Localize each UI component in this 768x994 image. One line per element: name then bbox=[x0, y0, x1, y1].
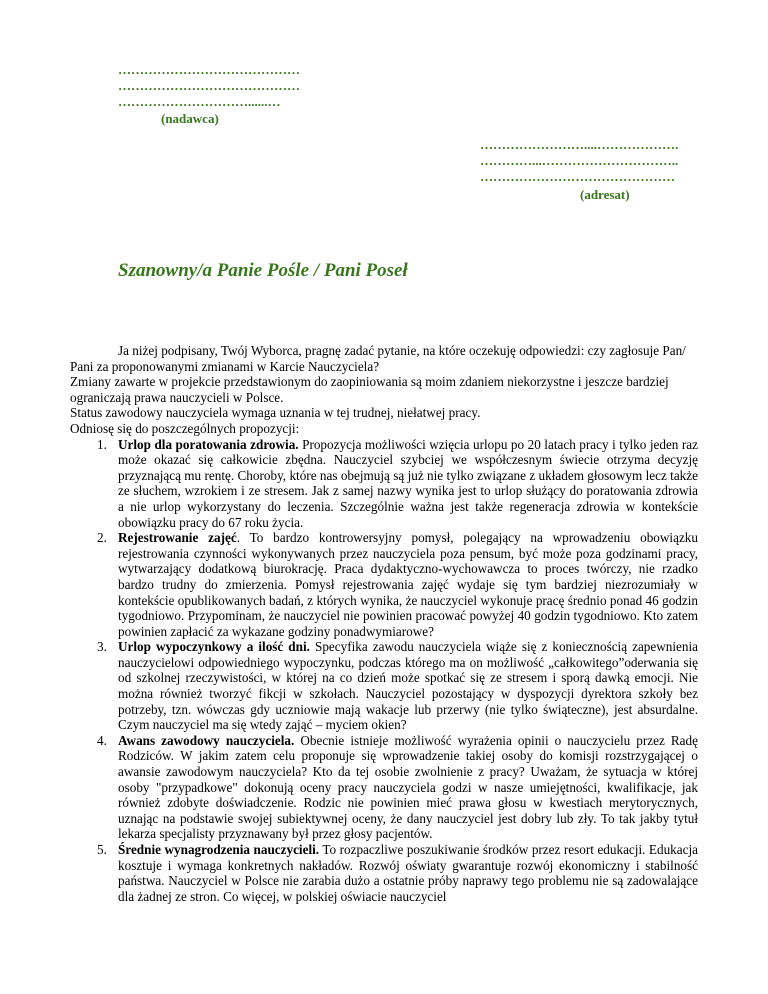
item-text: . To bardzo kontrowersyjny pomysł, polegający na wprowadzeniu obowiązku rejestrowania czynności wykonywanych przez nauczyciela poza pensum, być może poza godzinami pracy, wytwarzający dodatkową biurokrację. Praca dydaktyczno-wychowawcza to proces twórczy, nie rzadko bardzo trudny do zmierzenia. Pomysł rejestrowania zajęć wydaje się tym bardziej niezrozumiały w kontekście opublikowanych badań, z których wynika, że nauczyciel wykonuje pracę średnio ponad 46 godzin tygodniowo. Przypominam, że nauczyciel nie powinien pracować powyżej 40 godzin tygodniowo. Kto zatem powinien zapłacić za wykazane godziny ponadwymiarowe? bbox=[118, 530, 698, 639]
item-number: 2. bbox=[97, 530, 107, 546]
item-number: 3. bbox=[97, 639, 107, 655]
paragraph: Odniosę się do poszczególnych propozycji: bbox=[70, 420, 300, 436]
greeting: Szanowny/a Panie Pośle / Pani Poseł bbox=[118, 260, 408, 281]
list-item bbox=[70, 639, 698, 733]
intro-paragraph: Ja niżej podpisany, Twój Wyborca, pragnę zadać pytanie, na które oczekuję odpowiedzi: czy zagłosuje Pan/ Pani za proponowanymi zmianami w Karcie Nauczyciela? bbox=[70, 343, 686, 374]
list-item bbox=[70, 842, 698, 904]
item-text: Obecnie istnieje możliwość wyrażenia opinii o nauczycielu przez Radę Rodziców. W jakim zatem celu proponuje się wprowadzenie takiej osoby do komisji rozstrzygającej o awansie zawodowym nauczyciela? Kto da tej osobie zwolnienie z pracy? Uważam, że sytuacja w której osoby "przypadkowe" dokonują oceny pracy nauczyciela godzi w nasze umiejętności, kwalifikacje, jak również zdobyte doświadczenie. Rodzic nie powinien mieć prawa głosu w kwestiach merytorycznych, uznając na podstawie swojej subiektywnej oceny, że dany nauczyciel jest dobry lub zły. To tak jakby tytuł lekarza specjalisty przyznawany był przez głosy pacjentów. bbox=[118, 732, 698, 842]
item-title: Awans zawodowy nauczyciela. bbox=[118, 732, 295, 748]
recipient-line: …………...………………………….. bbox=[480, 153, 679, 168]
recipient-address-block bbox=[480, 137, 678, 185]
item-text: Propozycja możliwości wzięcia urlopu po 20 latach pracy i tylko jeden raz może okazać się całkowicie zbędna. Nauczyciel szybciej we współczesnym świecie otrzyma decyzję przyznającą mu rentę. Choroby, które nas obejmują są już nie tylko związane z układem głosowym lecz także ze słuchem, wzrokiem i ze stresem. Jak z samej nazwy wynika jest to urlop służący do poratowania zdrowia a nie urlop wykorzystany do leczenia. Szczególnie ważna jest także regeneracja zdrowia w kontekście obowiązku pracy do 67 roku życia. bbox=[118, 436, 698, 530]
item-text: Specyfika zawodu nauczyciela wiąże się z koniecznością zapewnienia nauczycielowi odpowiedniego wypoczynku, podczas którego ma on możliwość „całkowitego”oderwania się od szkolnej rzeczywistości, w której na co dzień może spotkać się ze stresem i sporą dawką emocji. Nie można również tworzyć fikcji w szkołach. Nauczyciel pozostający w dyspozycji dyrektora szkoły bez potrzeby, tzn. wówczas gdy uczniowie mają wakacje lub przerwy (nie tylko świąteczne), jest absurdalne. Czym nauczyciel ma się wtedy zająć – myciem okien? bbox=[118, 639, 698, 733]
sender-label: (nadawca) bbox=[161, 111, 219, 126]
item-title: Urlop wypoczynkowy a ilość dni. bbox=[118, 639, 310, 655]
recipient-label: (adresat) bbox=[580, 187, 630, 202]
proposals-list bbox=[70, 437, 698, 905]
sender-address-block bbox=[118, 62, 300, 110]
item-number: 4. bbox=[97, 732, 107, 748]
item-text: To rozpaczliwe poszukiwanie środków przez resort edukacji. Edukacja kosztuje i wymaga konkretnych nakładów. Rozwój oświaty gwarantuje rozwój ekonomiczny i stabilność państwa. Nauczyciel w Polsce nie zarabia dużo a ostatnie próby naprawy tego problemu nie są zadowalające dla żadnej ze stron. Co więcej, w polskiej oświacie nauczyciel bbox=[118, 842, 698, 904]
recipient-line: ……………………………………… bbox=[480, 169, 675, 184]
item-title: Średnie wynagrodzenia nauczycieli. bbox=[118, 842, 320, 857]
recipient-line: ……………………....………………. bbox=[480, 137, 679, 152]
sender-line: …………………………......… bbox=[118, 94, 281, 109]
item-number: 1. bbox=[97, 436, 107, 452]
list-item bbox=[70, 733, 698, 842]
paragraph: Zmiany zawarte w projekcie przedstawionym do zaopiniowania są moim zdaniem niekorzystne i jeszcze bardziej ograniczają prawa nauczycieli w Polsce. bbox=[70, 374, 669, 405]
sender-line: …………………………………… bbox=[118, 78, 300, 93]
item-title: Urlop dla poratowania zdrowia. bbox=[118, 436, 299, 452]
sender-line: …………………………………… bbox=[118, 62, 300, 77]
list-item bbox=[70, 530, 698, 639]
letter-body bbox=[70, 343, 698, 904]
list-item bbox=[70, 437, 698, 531]
paragraph: Status zawodowy nauczyciela wymaga uznania w tej trudnej, niełatwej pracy. bbox=[70, 405, 481, 421]
item-title: Rejestrowanie zajęć bbox=[118, 530, 237, 546]
item-number: 5. bbox=[97, 842, 107, 857]
